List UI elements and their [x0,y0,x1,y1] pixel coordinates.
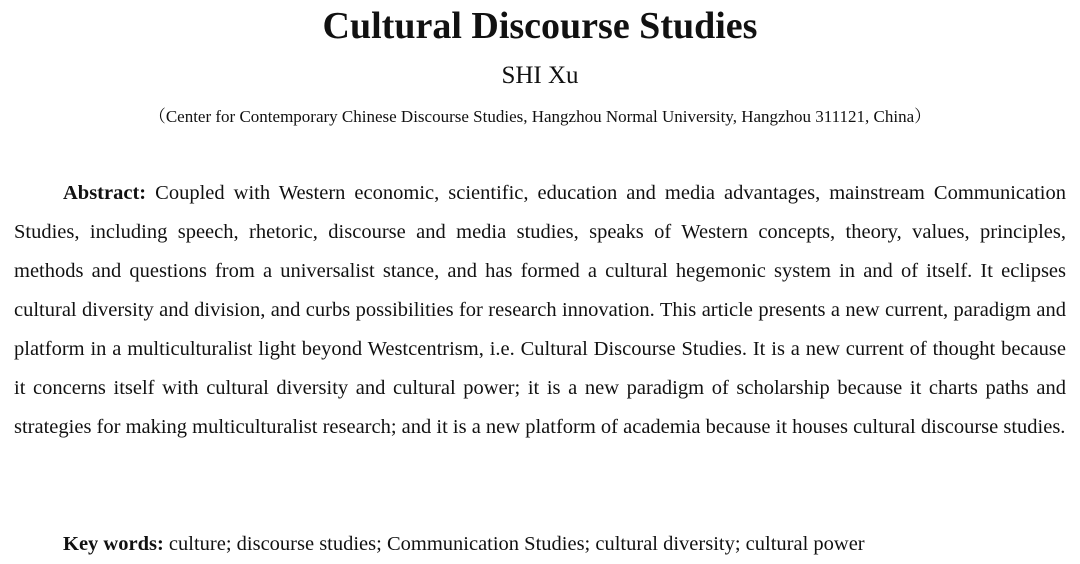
abstract-text: Coupled with Western economic, scientific, education and media advantages, mainstream Communication Studies, including speech, rhetoric, discourse and media studies, speaks of Western concepts, theory, values, principles, methods and questions from a universalist stance, and has formed a cultural hegemonic system in and of itself. It eclipses cultural diversity and division, and curbs possibilities for research innovation. This article presents a new current, paradigm and platform in a multiculturalist light beyond Westcentrism, i.e. Cultural Discourse Studies. It is a new current of thought because it concerns itself with cultural diversity and cultural power; it is a new paradigm of scholarship because it charts paths and strategies for making multiculturalist research; and it is a new platform of academia because it houses cultural discourse studies. [14,182,1066,438]
keywords-label: Key words: [63,533,164,555]
author-name: SHI Xu [501,62,579,89]
keywords-line [63,525,1063,564]
abstract-paragraph [14,174,1066,447]
author-affiliation: （Center for Contemporary Chinese Discourse Studies, Hangzhou Normal University, Hangzhou 311121, China） [148,107,932,126]
abstract-label: Abstract: [63,182,147,204]
paper-title: Cultural Discourse Studies [322,5,758,47]
keywords-text: culture; discourse studies; Communication Studies; cultural diversity; cultural power [168,533,865,555]
